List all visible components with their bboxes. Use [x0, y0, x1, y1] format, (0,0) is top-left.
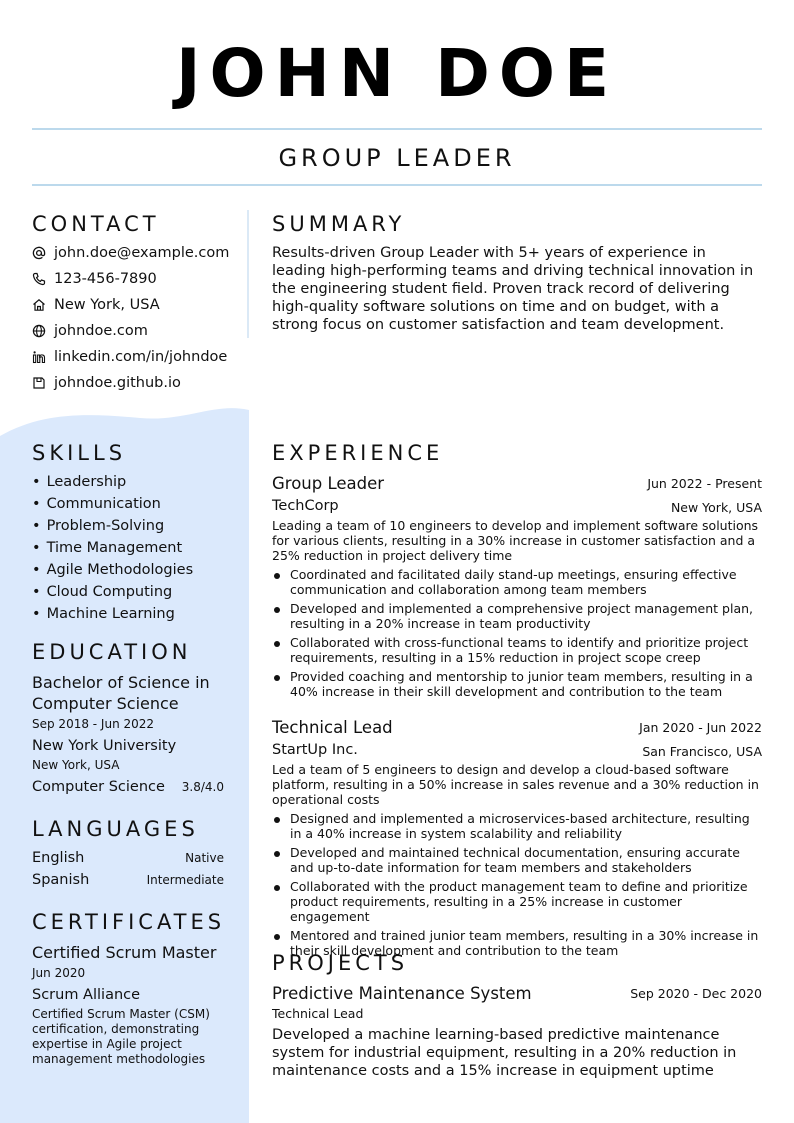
skill-item: • Cloud Computing — [32, 582, 172, 602]
contact-email-text: john.doe@example.com — [54, 245, 230, 261]
job-company: TechCorp — [272, 498, 339, 514]
job-role-title: Technical Lead — [272, 718, 393, 737]
project-role: Technical Lead — [272, 1006, 364, 1021]
education-gpa: 3.8/4.0 — [181, 780, 224, 794]
education-school: New York University — [32, 738, 177, 754]
certificate-description: Certified Scrum Master (CSM) certification, demonstrating expertise in Agile project management methodologies — [32, 1007, 210, 1066]
experience-entry — [272, 718, 762, 962]
education-degree: Bachelor of Science in Computer Science — [32, 673, 210, 713]
job-bullets — [272, 811, 762, 958]
contact-location-text: New York, USA — [54, 297, 160, 313]
certificate-date: Jun 2020 — [32, 966, 86, 980]
contact-linkedin-text: linkedin.com/in/johndoe — [54, 349, 228, 365]
language-row — [32, 870, 224, 890]
contact-website-text: johndoe.com — [54, 323, 148, 339]
projects-heading: PROJECTS — [272, 951, 409, 975]
contact-phone[interactable] — [32, 269, 157, 289]
language-level: Native — [185, 851, 224, 865]
at-icon — [32, 246, 46, 260]
contact-website[interactable] — [32, 321, 148, 341]
job-company: StartUp Inc. — [272, 742, 358, 758]
language-level: Intermediate — [146, 873, 224, 887]
project-title: Predictive Maintenance System — [272, 984, 532, 1003]
education-heading: EDUCATION — [32, 640, 192, 664]
job-description: Leading a team of 10 engineers to develop and implement software solutions for various clients, resulting in a 30% increase in customer satisfaction and a 25% reduction in project delivery time — [272, 518, 759, 563]
certificate-issuer: Scrum Alliance — [32, 987, 141, 1003]
contact-email[interactable] — [32, 243, 229, 263]
job-bullet: Collaborated with the product management team to define and prioritize product requirements, resulting in a 25% increase in customer engagement — [272, 879, 762, 924]
contact-github[interactable] — [32, 373, 181, 393]
certificate-name: Certified Scrum Master — [32, 943, 217, 962]
experience-heading: EXPERIENCE — [272, 441, 444, 465]
job-bullet: Collaborated with cross-functional teams to identify and prioritize project requirements, resulting in a 15% reduction in project scope creep — [272, 635, 762, 665]
job-location: New York, USA — [670, 500, 762, 515]
contact-location — [32, 295, 160, 315]
job-bullet: Mentored and trained junior team members, resulting in a 30% increase in their skill development and contribution to the team — [272, 928, 762, 958]
experience-entry — [272, 474, 762, 703]
contact-github-text: johndoe.github.io — [54, 375, 181, 391]
education-dates: Sep 2018 - Jun 2022 — [32, 717, 155, 731]
certificates-heading: CERTIFICATES — [32, 910, 226, 934]
job-bullets — [272, 567, 762, 699]
job-dates: Jan 2020 - Jun 2022 — [639, 720, 762, 735]
job-title: GROUP LEADER — [278, 144, 516, 172]
job-bullet: Developed and maintained technical documentation, ensuring accurate and up-to-date information for team members and stakeholders — [272, 845, 762, 875]
job-dates: Jun 2022 - Present — [647, 476, 762, 491]
job-bullet: Developed and implemented a comprehensive project management plan, resulting in a 20% increase in team productivity — [272, 601, 762, 631]
job-bullet: Designed and implemented a microservices-based architecture, resulting in a 40% increase in system scalability and reliability — [272, 811, 762, 841]
skill-item: • Problem-Solving — [32, 516, 164, 536]
job-location: San Francisco, USA — [642, 744, 762, 759]
contact-phone-text: 123-456-7890 — [54, 271, 157, 287]
language-row — [32, 848, 224, 868]
job-bullet: Coordinated and facilitated daily stand-up meetings, ensuring effective communication and collaboration among team members — [272, 567, 762, 597]
skill-item: • Leadership — [32, 472, 126, 492]
job-description: Led a team of 5 engineers to design and develop a cloud-based software platform, resulting in a 50% increase in sales revenue and a 30% reduction in operational costs — [272, 762, 759, 807]
globe-icon — [32, 324, 46, 338]
linkedin-icon — [32, 350, 46, 364]
skill-item: • Time Management — [32, 538, 182, 558]
project-entry — [272, 984, 762, 1080]
skill-item: • Agile Methodologies — [32, 560, 193, 580]
column-divider — [247, 210, 249, 338]
education-field-row — [32, 777, 224, 797]
summary-heading: SUMMARY — [272, 212, 406, 236]
summary-text: Results-driven Group Leader with 5+ years of experience in leading high-performing teams and driving technical innovation in the engineering student field. Proven track record of delivering high-quality software solutions on time and on budget, with a strong focus on customer satisfaction and team development. — [272, 245, 754, 333]
skills-heading: SKILLS — [32, 441, 127, 465]
github-icon — [32, 376, 46, 390]
contact-linkedin[interactable] — [32, 347, 227, 367]
education-location: New York, USA — [32, 758, 120, 772]
candidate-name: JOHN DOE — [175, 35, 619, 112]
project-dates: Sep 2020 - Dec 2020 — [630, 986, 762, 1001]
education-field: Computer Science — [32, 779, 165, 795]
job-role-title: Group Leader — [272, 474, 385, 493]
header-rule-top — [32, 128, 762, 130]
contact-heading: CONTACT — [32, 212, 160, 236]
project-description: Developed a machine learning-based predictive maintenance system for industrial equipment, resulting in a 20% reduction in maintenance costs and a 15% increase in equipment uptime — [272, 1027, 737, 1079]
skill-item: • Machine Learning — [32, 604, 175, 624]
languages-heading: LANGUAGES — [32, 817, 199, 841]
phone-icon — [32, 272, 46, 286]
language-name: English — [32, 850, 85, 866]
header-rule-bottom — [32, 184, 762, 186]
skill-item: • Communication — [32, 494, 161, 514]
job-bullet: Provided coaching and mentorship to junior team members, resulting in a 40% increase in their skill development and contribution to the team — [272, 669, 762, 699]
language-name: Spanish — [32, 872, 90, 888]
home-icon — [32, 298, 46, 312]
